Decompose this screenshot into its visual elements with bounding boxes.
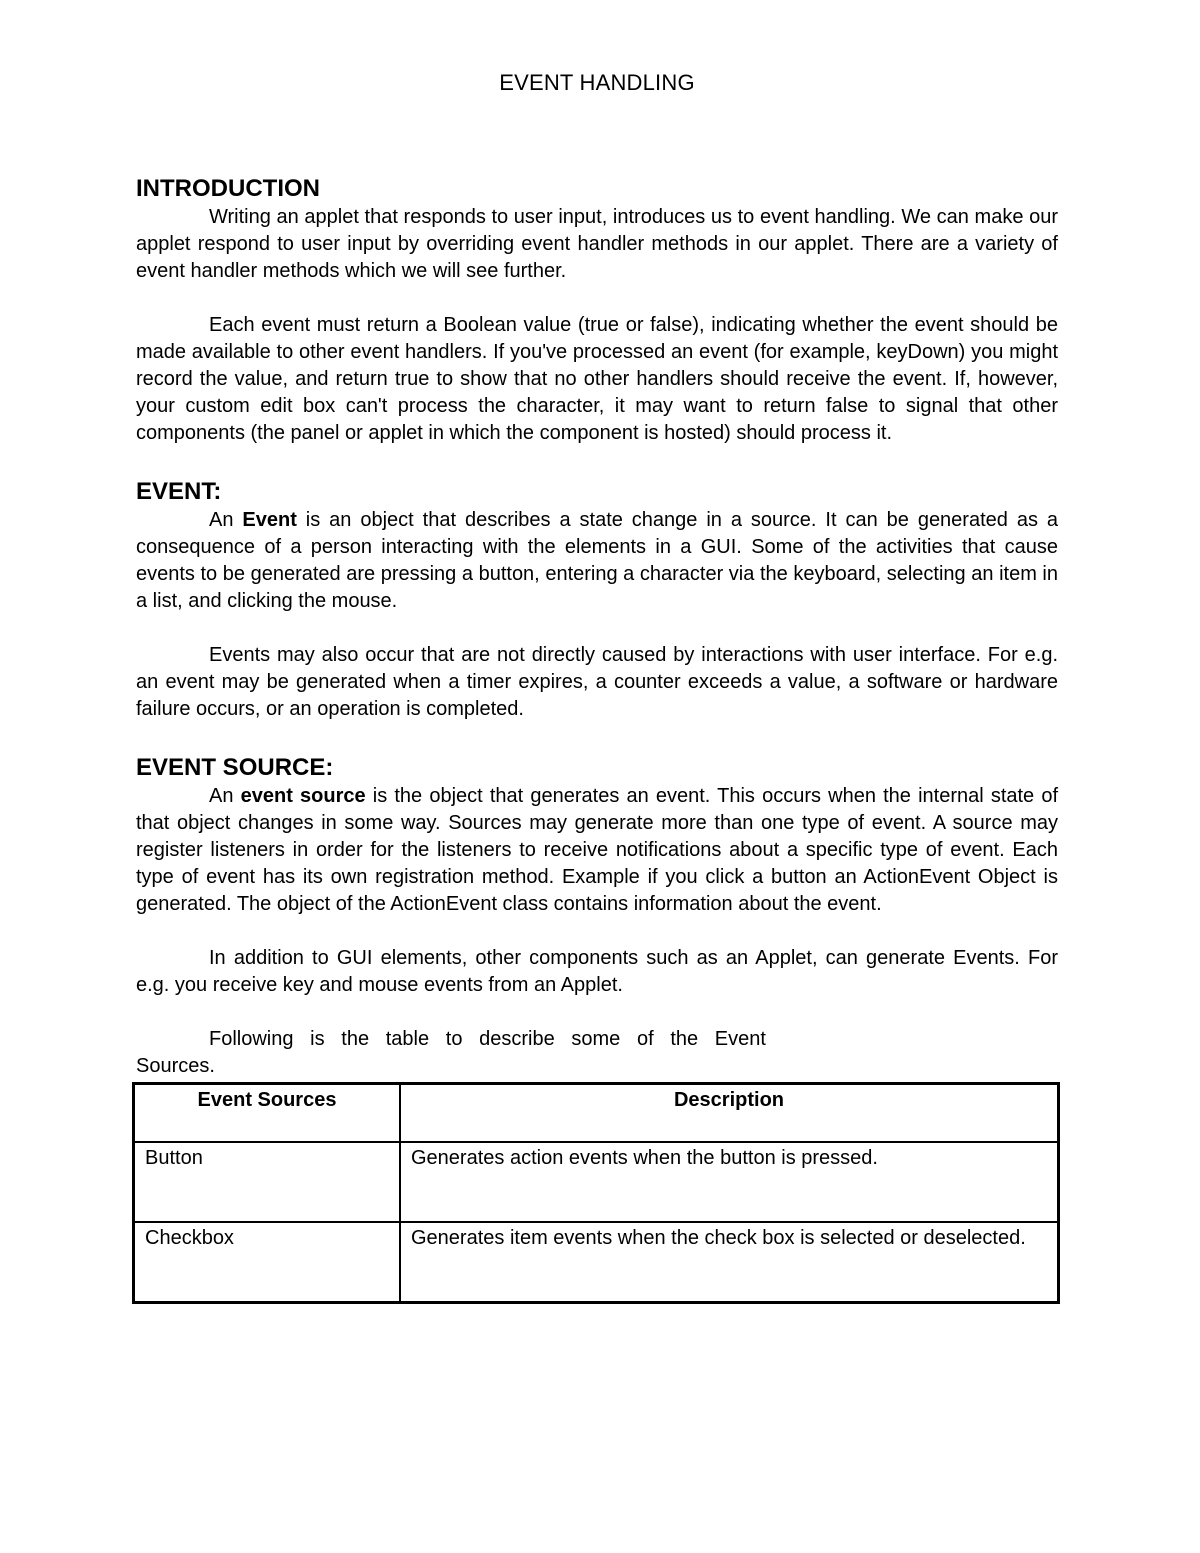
table-cell-description: Generates item events when the check box is selected or deselected. xyxy=(400,1222,1059,1303)
event-sources-table xyxy=(132,1082,1060,1304)
intro-paragraph-2: Each event must return a Boolean value (true or false), indicating whether the event should be made available to other event handlers. If you've processed an event (for example, keyDown) you might record the value, and return true to show that no other handlers should receive the event. If, however, your custom edit box can't process the character, it may want to return false to signal that other components (the panel or applet in which the component is hosted) should process it. xyxy=(136,314,1058,444)
table-row xyxy=(134,1142,1059,1222)
event-term: Event xyxy=(242,509,297,531)
intro-paragraph-1: Writing an applet that responds to user input, introduces us to event handling. We can make our applet respond to user input by overriding event handler methods in our applet. There are a variety of event handler methods which we will see further. xyxy=(136,206,1058,282)
table-header-description: Description xyxy=(400,1084,1059,1143)
event-source-paragraph-1 xyxy=(136,783,1058,918)
event-source-paragraph-1-body: is the object that generates an event. This occurs when the internal state of that object changes in some way. Sources may generate more than one type of event. A source may register listeners in order for the listeners to receive notifications about a specific type of event. Each type of event has its own registration method. Example if you click a button an ActionEvent Object is generated. The object of the ActionEvent class contains information about the event. xyxy=(136,785,1059,915)
section-heading-introduction: INTRODUCTION xyxy=(136,175,320,202)
table-intro-line-2: Sources. xyxy=(136,1055,215,1077)
document-title: EVENT HANDLING xyxy=(499,70,695,95)
event-paragraph-2: Events may also occur that are not directly caused by interactions with user interface. For e.g. an event may be generated when a timer expires, a counter exceeds a value, a software or hardware failure occurs, or an operation is completed. xyxy=(136,644,1058,720)
event-paragraph-1 xyxy=(136,507,1058,615)
event-source-paragraph-2: In addition to GUI elements, other components such as an Applet, can generate Events. For e.g. you receive key and mouse events from an Applet. xyxy=(136,947,1058,996)
table-header-event-sources: Event Sources xyxy=(134,1084,401,1143)
table-header-row xyxy=(134,1084,1059,1143)
event-source-paragraph-1-lead: An xyxy=(209,785,241,807)
table-cell-source: Button xyxy=(134,1142,401,1222)
section-heading-event: EVENT: xyxy=(136,478,222,505)
table-cell-source: Checkbox xyxy=(134,1222,401,1303)
table-intro-line-1 xyxy=(136,1026,1058,1053)
table-cell-description: Generates action events when the button is pressed. xyxy=(400,1142,1059,1222)
event-paragraph-1-body: is an object that describes a state change in a source. It can be generated as a consequence of a person interacting with the elements in a GUI. Some of the activities that cause events to be generated are pressing a button, entering a character via the keyboard, selecting an item in a list, and clicking the mouse. xyxy=(136,509,1058,612)
event-source-term: event source xyxy=(240,785,366,807)
table-intro-text-1: Following is the table to describe some of the Event xyxy=(209,1028,766,1050)
section-heading-event-source: EVENT SOURCE: xyxy=(136,754,334,781)
table-row xyxy=(134,1222,1059,1303)
document-page xyxy=(136,70,1058,1304)
event-paragraph-1-lead: An xyxy=(209,509,243,531)
